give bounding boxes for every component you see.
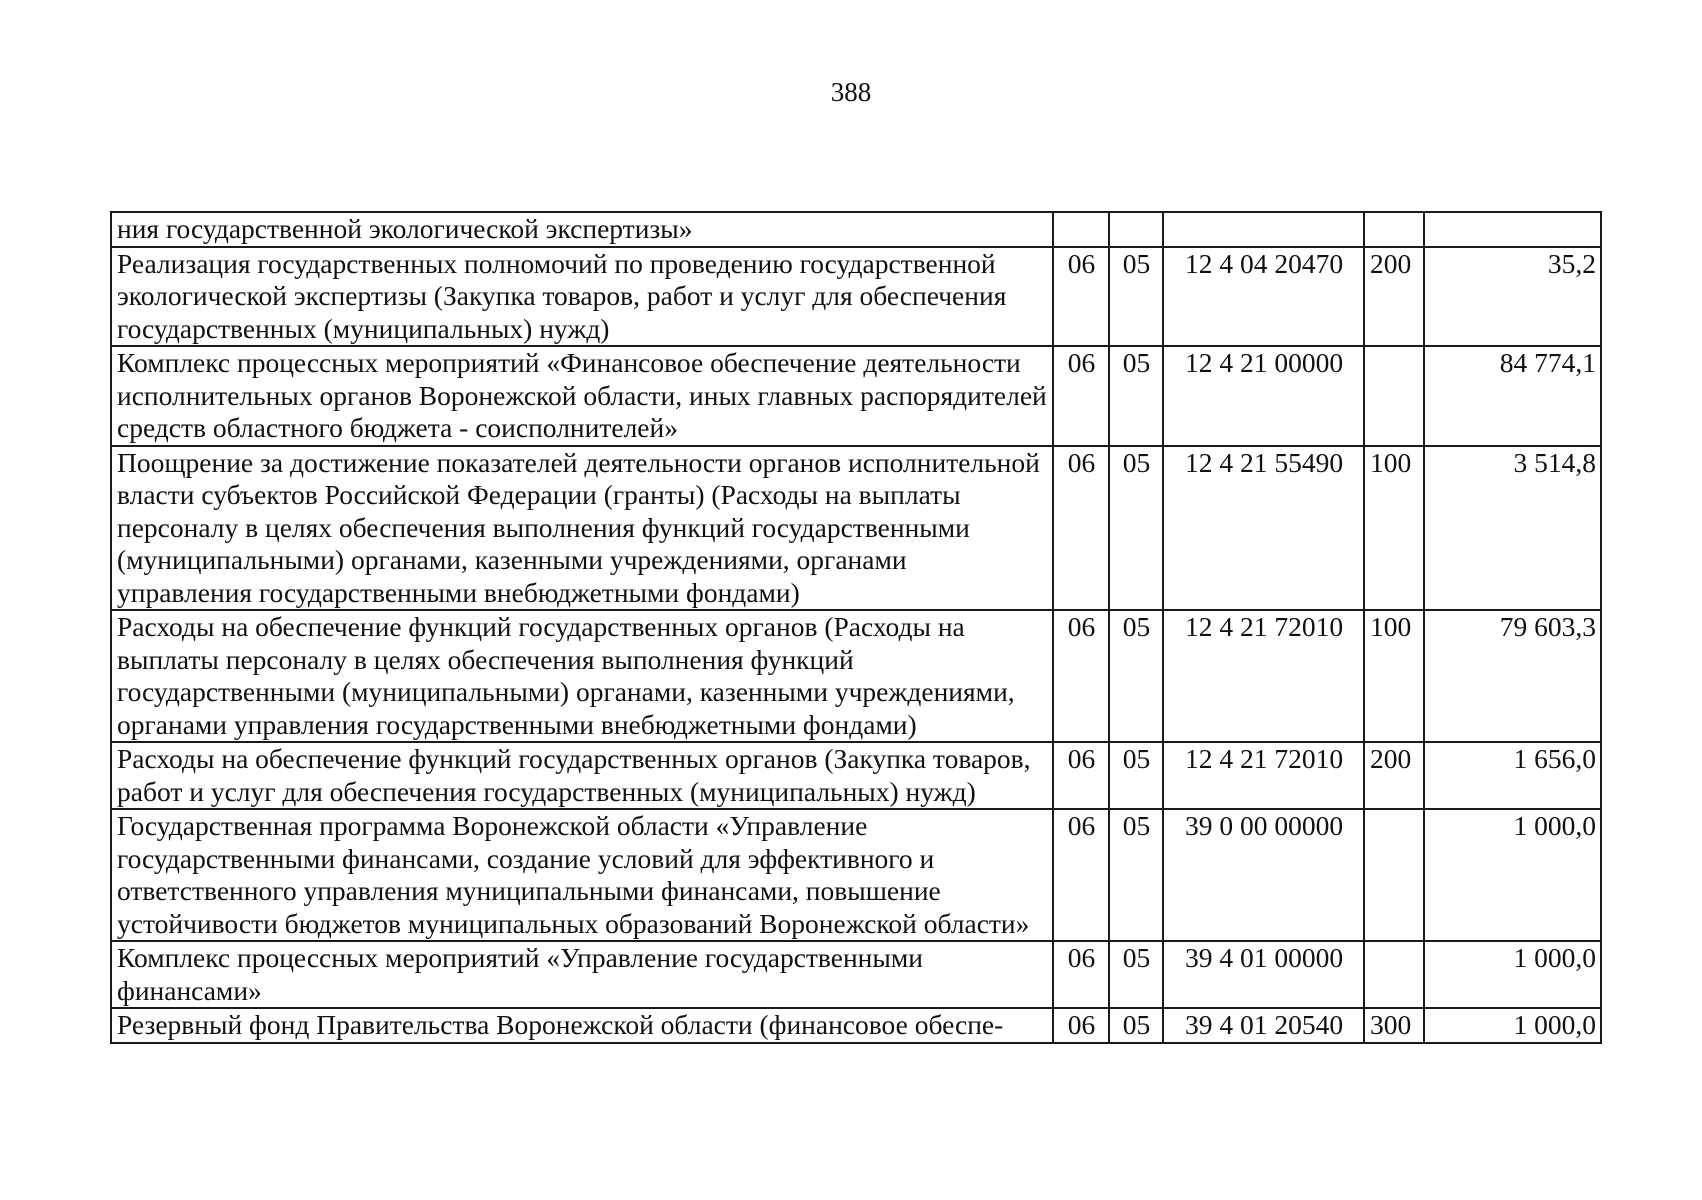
table-row	[111, 212, 1601, 247]
budget-table	[110, 211, 1602, 1044]
row-subsection-cell: 05	[1109, 346, 1163, 446]
row-name-cell: Резервный фонд Правительства Воронежской области (финансовое обеспе-	[111, 1008, 1053, 1043]
row-expense-type-cell	[1364, 809, 1424, 941]
row-amount-cell: 1 656,0	[1424, 742, 1601, 809]
budget-table-body	[111, 212, 1601, 1043]
row-name-cell: Поощрение за достижение показателей деятельности органов исполнительной власти субъектов Российской Федерации (гранты) (Расходы на выплаты персоналу в целях обеспечения выполнения функций государственными (муниципальными) органами, казенными учреждениями, органами управления государственными внебюджетными фондами)	[111, 446, 1053, 611]
page-number: 388	[830, 77, 872, 107]
row-section-cell: 06	[1053, 1008, 1109, 1043]
row-expense-type-cell: 200	[1364, 742, 1424, 809]
row-subsection-cell: 05	[1109, 941, 1163, 1008]
row-section-cell: 06	[1053, 809, 1109, 941]
row-target-article-cell: 12 4 21 55490	[1163, 446, 1364, 611]
table-row	[111, 346, 1601, 446]
row-target-article-cell: 39 4 01 20540	[1163, 1008, 1364, 1043]
row-target-article-cell	[1163, 212, 1364, 247]
row-subsection-cell: 05	[1109, 610, 1163, 742]
row-target-article-cell: 39 0 00 00000	[1163, 809, 1364, 941]
row-expense-type-cell	[1364, 346, 1424, 446]
row-subsection-cell: 05	[1109, 809, 1163, 941]
row-name-cell: Комплекс процессных мероприятий «Управление государственными финансами»	[111, 941, 1053, 1008]
row-name-cell: Расходы на обеспечение функций государственных органов (Закупка товаров, работ и услуг для обеспечения государственных (муниципальных) нужд)	[111, 742, 1053, 809]
table-row	[111, 1008, 1601, 1043]
row-section-cell: 06	[1053, 610, 1109, 742]
row-amount-cell: 3 514,8	[1424, 446, 1601, 611]
row-section-cell: 06	[1053, 346, 1109, 446]
table-row	[111, 247, 1601, 347]
row-name-cell: ния государственной экологической экспертизы»	[111, 212, 1053, 247]
table-row	[111, 941, 1601, 1008]
row-subsection-cell: 05	[1109, 446, 1163, 611]
row-target-article-cell: 39 4 01 00000	[1163, 941, 1364, 1008]
row-amount-cell: 1 000,0	[1424, 1008, 1601, 1043]
row-subsection-cell	[1109, 212, 1163, 247]
row-name-cell: Государственная программа Воронежской области «Управление государственными финансами, создание условий для эффективного и ответственного управления муниципальными финансами, повышение устойчивости бюджетов муниципальных образований Воронежской области»	[111, 809, 1053, 941]
row-expense-type-cell: 100	[1364, 446, 1424, 611]
row-amount-cell: 1 000,0	[1424, 941, 1601, 1008]
row-amount-cell: 79 603,3	[1424, 610, 1601, 742]
row-subsection-cell: 05	[1109, 1008, 1163, 1043]
table-row	[111, 446, 1601, 611]
row-amount-cell: 84 774,1	[1424, 346, 1601, 446]
row-expense-type-cell	[1364, 941, 1424, 1008]
table-row	[111, 610, 1601, 742]
row-name-cell: Реализация государственных полномочий по проведению государственной экологической экспертизы (Закупка товаров, работ и услуг для обеспечения государственных (муниципальных) нужд)	[111, 247, 1053, 347]
row-section-cell: 06	[1053, 247, 1109, 347]
row-subsection-cell: 05	[1109, 742, 1163, 809]
row-section-cell: 06	[1053, 941, 1109, 1008]
row-section-cell	[1053, 212, 1109, 247]
row-expense-type-cell: 300	[1364, 1008, 1424, 1043]
row-subsection-cell: 05	[1109, 247, 1163, 347]
row-target-article-cell: 12 4 04 20470	[1163, 247, 1364, 347]
row-name-cell: Комплекс процессных мероприятий «Финансовое обеспечение деятельности исполнительных органов Воронежской области, иных главных распорядителей средств областного бюджета - соисполнителей»	[111, 346, 1053, 446]
row-target-article-cell: 12 4 21 72010	[1163, 610, 1364, 742]
row-expense-type-cell: 100	[1364, 610, 1424, 742]
row-section-cell: 06	[1053, 742, 1109, 809]
row-section-cell: 06	[1053, 446, 1109, 611]
row-target-article-cell: 12 4 21 72010	[1163, 742, 1364, 809]
row-expense-type-cell: 200	[1364, 247, 1424, 347]
row-amount-cell: 1 000,0	[1424, 809, 1601, 941]
row-expense-type-cell	[1364, 212, 1424, 247]
row-amount-cell: 35,2	[1424, 247, 1601, 347]
row-name-cell: Расходы на обеспечение функций государственных органов (Расходы на выплаты персоналу в целях обеспечения выполнения функций государственными (муниципальными) органами, казенными учреждениями, органами управления государственными внебюджетными фондами)	[111, 610, 1053, 742]
row-amount-cell	[1424, 212, 1601, 247]
table-row	[111, 809, 1601, 941]
row-target-article-cell: 12 4 21 00000	[1163, 346, 1364, 446]
table-row	[111, 742, 1601, 809]
